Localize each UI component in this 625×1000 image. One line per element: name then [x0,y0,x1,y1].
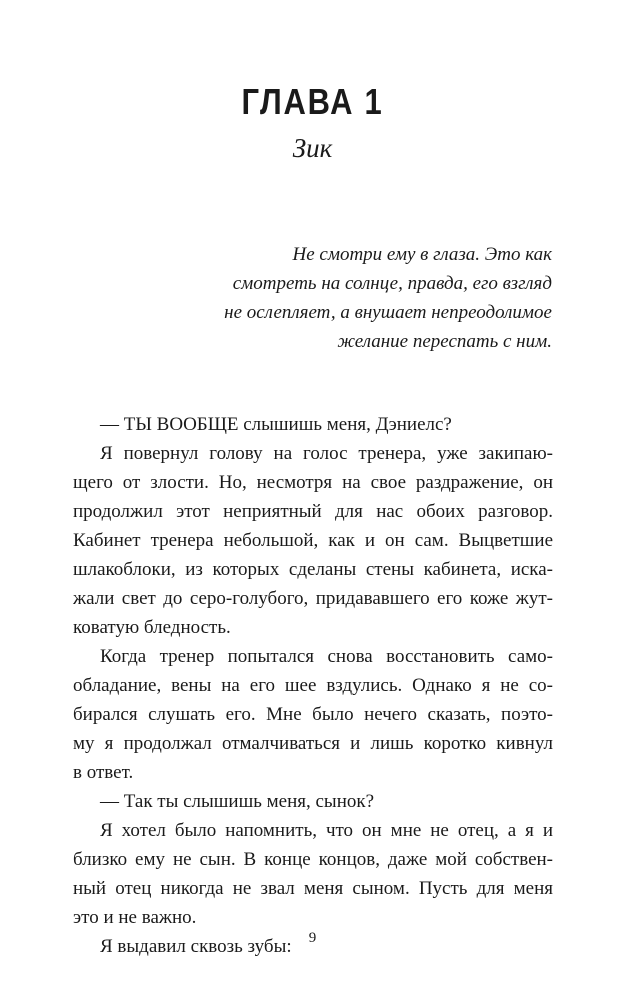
body-line: ный отец никогда не звал меня сыном. Пусть для меня [73,878,553,899]
epigraph-line: Не смотри ему в глаза. Это как [292,244,552,265]
body-line: в ответ. [73,762,134,783]
body-line: Когда тренер попытался снова восстановить само- [100,646,553,667]
epigraph [132,240,552,356]
body-line: щего от злости. Но, несмотря на свое раздражение, он [73,472,553,493]
epigraph-line: смотреть на солнце, правда, его взгляд [232,273,552,294]
body-line: му я продолжал отмалчиваться и лишь коротко кивнул [73,733,553,754]
page-number: 9 [308,930,317,946]
body-line: Я хотел было напомнить, что он мне не отец, а я и [100,820,553,841]
body-line: Кабинет тренера небольшой, как и он сам. Выцветшие [73,530,553,551]
chapter-subtitle: Зик [292,133,333,163]
body-line: — Так ты слышишь меня, сынок? [100,791,375,812]
body-line: близко ему не сын. В конце концов, даже мой собствен- [73,849,553,870]
epigraph-line: желание переспать с ним. [337,331,552,352]
body-line: Я выдавил сквозь зубы: [100,936,292,957]
body-line: — ТЫ ВООБЩЕ слышишь меня, Дэниелс? [100,414,452,435]
body-line: коватую бледность. [73,617,231,638]
body-line: обладание, вены на его шее вздулись. Однако я не со- [73,675,553,696]
body-line: продолжил этот неприятный для нас обоих разговор. [73,501,553,522]
body-line: бирался слушать его. Мне было нечего сказать, поэто- [73,704,553,725]
body-line: Я повернул голову на голос тренера, уже закипаю- [100,443,553,464]
body-text [73,410,553,961]
epigraph-line: не ослепляет, а внушает непреодолимое [224,302,552,323]
body-line: жали свет до серо-голубого, придававшего его коже жут- [73,588,553,609]
body-line: шлакоблоки, из которых сделаны стены кабинета, иска- [73,559,553,580]
body-line: это и не важно. [73,907,197,928]
chapter-title: ГЛАВА 1 [241,81,384,122]
